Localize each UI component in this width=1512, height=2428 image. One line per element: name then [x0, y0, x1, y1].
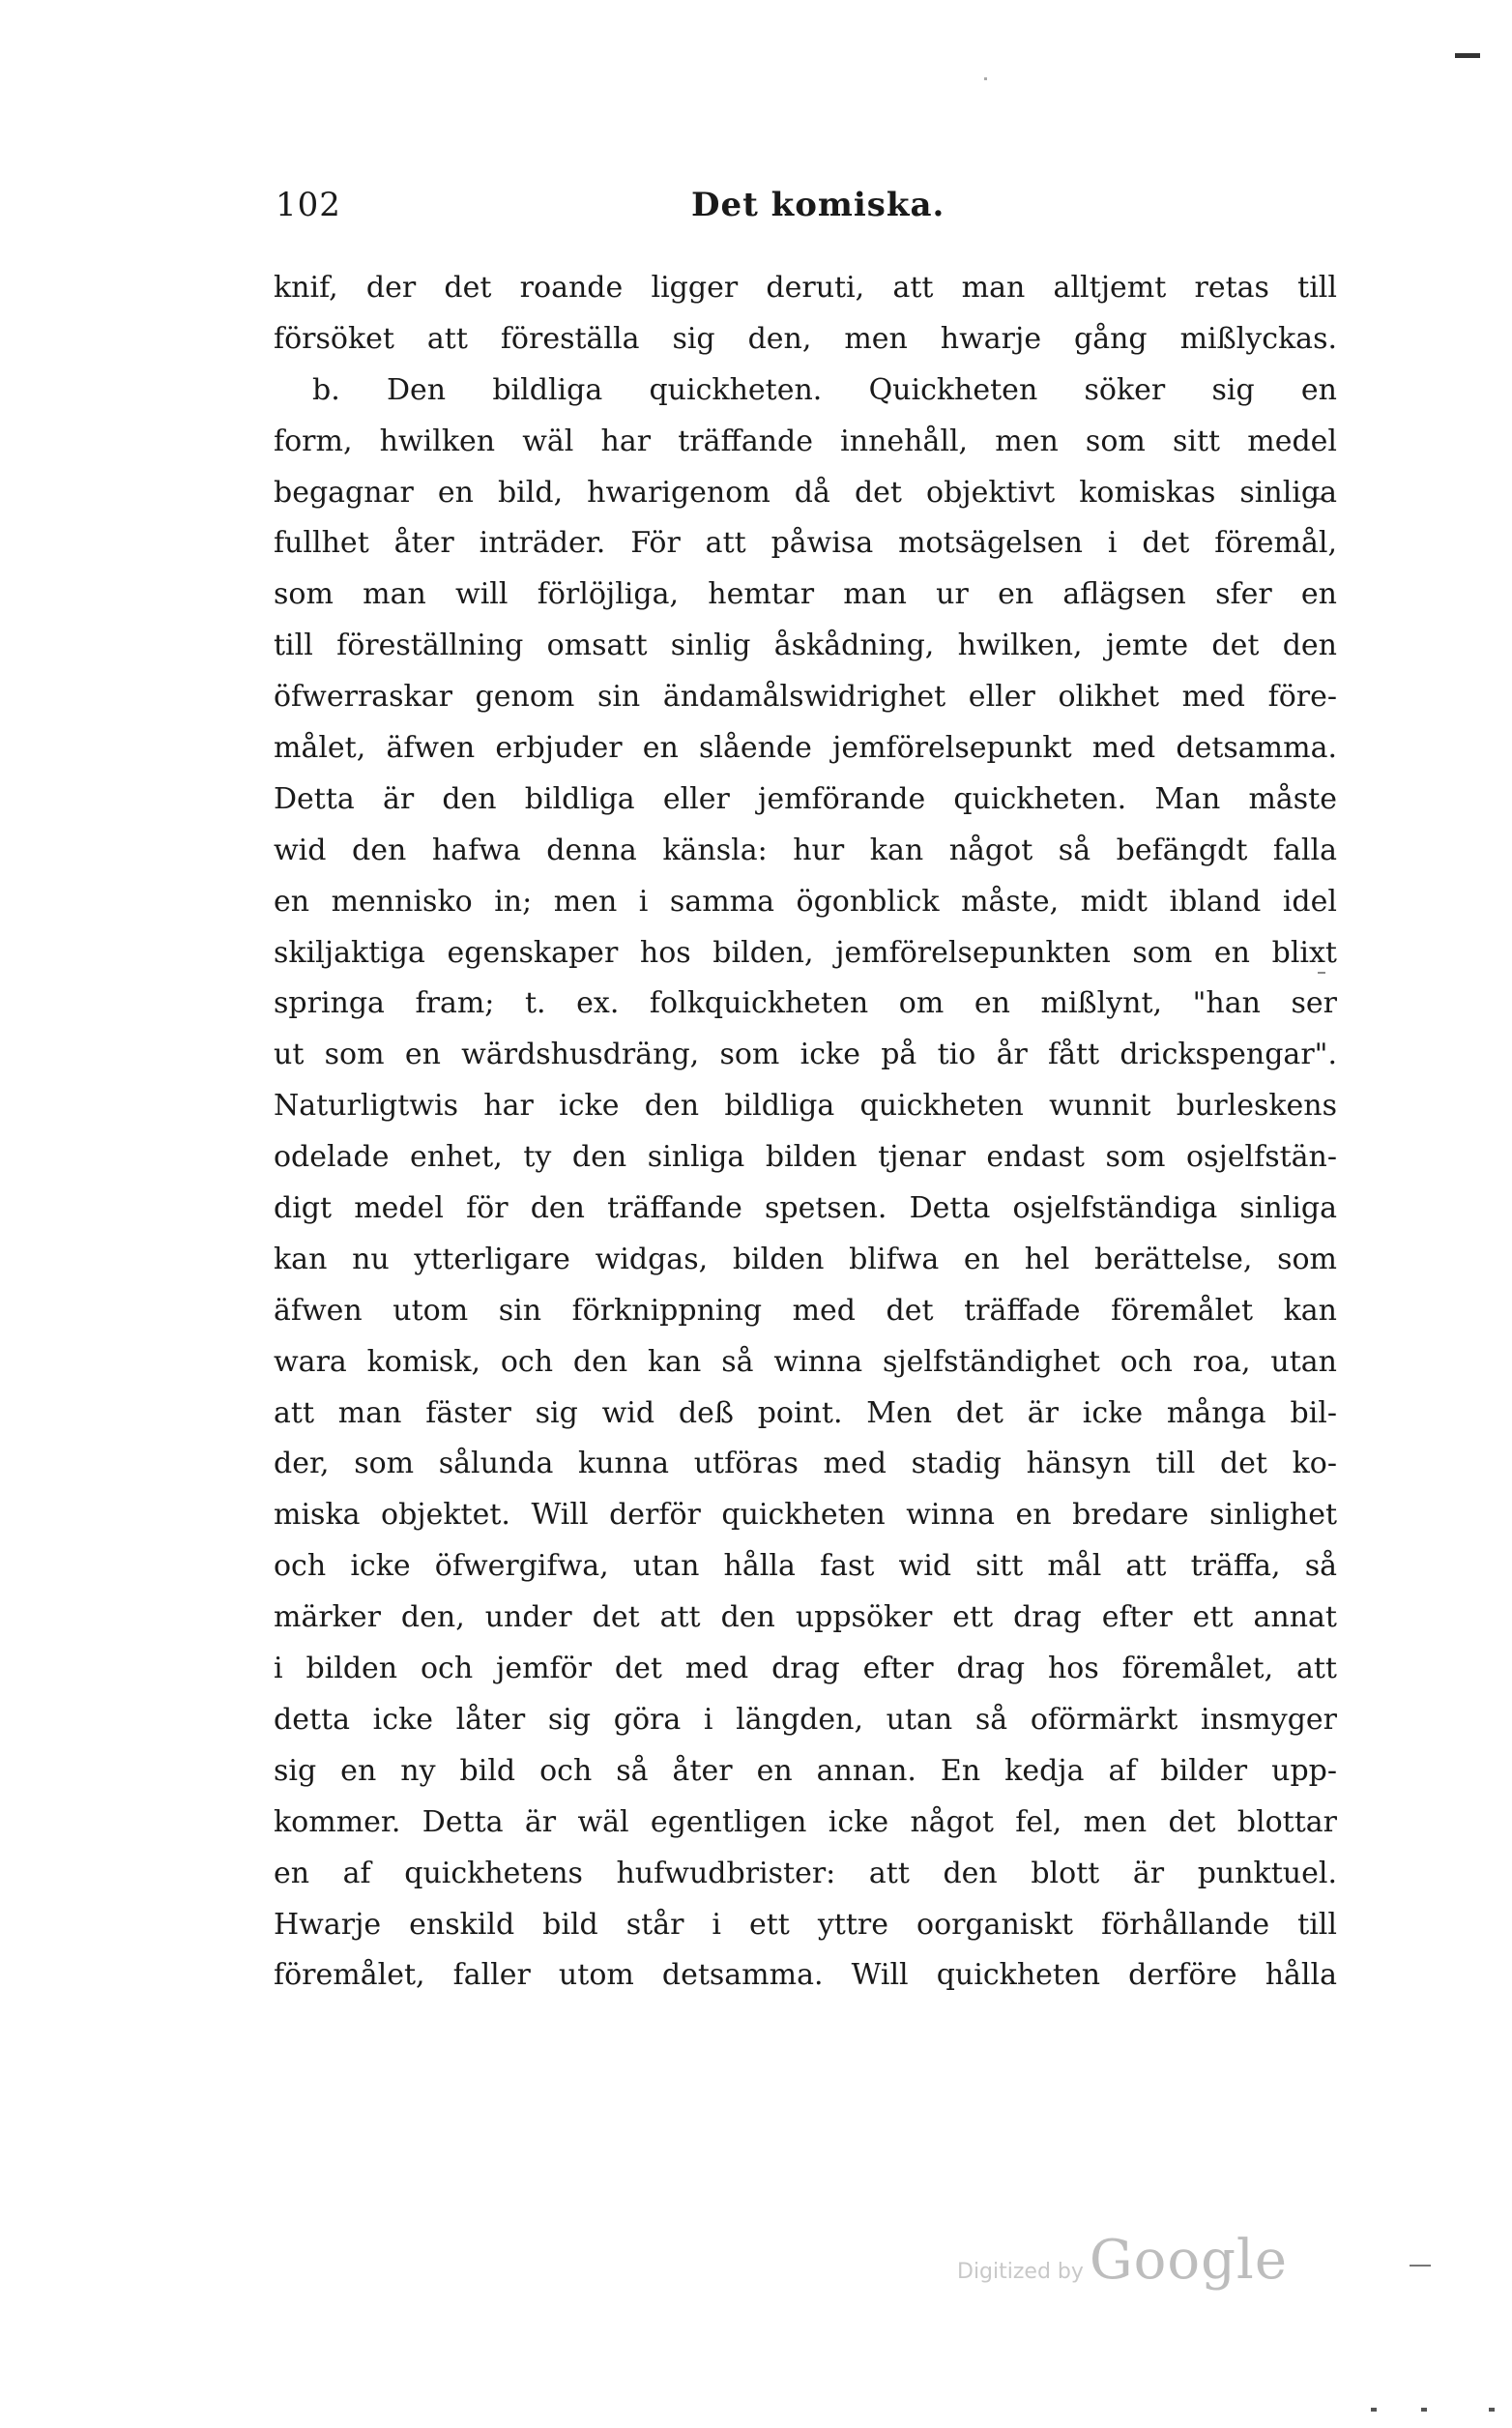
text-line: wara komisk, och den kan så winna sjelfständighet och roa, utan	[274, 1344, 1337, 1379]
paper-speck	[984, 77, 987, 80]
text-line: b. Den bildliga quickheten. Quickheten söker sig en	[312, 372, 1337, 407]
text-line: springa fram; t. ex. folkquickheten om en mißlynt, "han ser	[274, 986, 1337, 1021]
margin-mark	[1455, 53, 1480, 58]
text-line: till föreställning omsatt sinlig åskådning, hwilken, jemte det den	[274, 629, 1337, 663]
text-line: Hwarje enskild bild står i ett yttre oorganiskt förhållande till	[274, 1907, 1337, 1942]
text-line: öfwerraskar genom sin ändamålswidrighet eller olikhet med före-	[274, 680, 1337, 715]
text-line: en af quickhetens hufwudbrister: att den blott är punktuel.	[274, 1856, 1337, 1890]
margin-mark	[1489, 2408, 1495, 2412]
text-line: skiljaktiga egenskaper hos bilden, jemförelsepunkten som en blixt	[274, 935, 1337, 970]
text-line: Naturligtwis har icke den bildliga quickheten wunnit burleskens	[274, 1089, 1337, 1124]
text-line: kommer. Detta är wäl egentligen icke något fel, men det blottar	[274, 1804, 1337, 1839]
text-line: wid den hafwa denna känsla: hur kan något så befängdt falla	[274, 833, 1337, 867]
text-line: sig en ny bild och så åter en annan. En kedja af bilder upp-	[274, 1753, 1337, 1788]
text-line: äfwen utom sin förknippning med det träffade föremålet kan	[274, 1293, 1337, 1328]
margin-mark	[1371, 2408, 1377, 2412]
text-line: i bilden och jemför det med drag efter drag hos föremålet, att	[274, 1652, 1337, 1686]
body-text	[274, 263, 1337, 2002]
digitized-watermark	[957, 2229, 1288, 2296]
text-line: odelade enhet, ty den sinliga bilden tjenar endast som osjelfstän-	[274, 1140, 1337, 1175]
text-line: miska objektet. Will derför quickheten winna en bredare sinlighet	[274, 1498, 1337, 1533]
text-line: form, hwilken wäl har träffande innehåll, men som sitt medel	[274, 424, 1337, 458]
text-line: knif, der det roande ligger deruti, att man alltjemt retas till	[274, 271, 1337, 305]
text-line: ut som en wärdshusdräng, som icke på tio år fått drickspengar".	[274, 1038, 1337, 1072]
text-line: Detta är den bildliga eller jemförande quickheten. Man måste	[274, 781, 1337, 816]
digitized-label: Digitized by	[957, 2260, 1084, 2284]
text-line: fullhet åter inträder. För att påwisa motsägelsen i det föremål,	[274, 526, 1337, 561]
text-line: försöket att föreställa sig den, men hwarje gång mißlyckas.	[274, 321, 1337, 356]
text-line: kan nu ytterligare widgas, bilden blifwa en hel berättelse, som	[274, 1242, 1337, 1276]
margin-mark	[1410, 2265, 1431, 2267]
text-line: som man will förlöjliga, hemtar man ur en aflägsen sfer en	[274, 577, 1337, 612]
google-logo: Google	[1089, 2229, 1288, 2292]
text-line: digt medel för den träffande spetsen. Detta osjelfständiga sinliga	[274, 1191, 1337, 1226]
text-line: målet, äfwen erbjuder en slående jemförelsepunkt med detsamma.	[274, 731, 1337, 766]
text-line: och icke öfwergifwa, utan hålla fast wid sitt mål att träffa, så	[274, 1549, 1337, 1584]
text-line: föremålet, faller utom detsamma. Will quickheten derföre hålla	[274, 1958, 1337, 1993]
text-line: der, som sålunda kunna utföras med stadig hänsyn till det ko-	[274, 1447, 1337, 1481]
text-line: märker den, under det att den uppsöker ett drag efter ett annat	[274, 1600, 1337, 1635]
running-head: Det komiska.	[691, 186, 945, 224]
page-header	[276, 186, 1334, 234]
text-line: att man fäster sig wid deß point. Men det är icke många bil-	[274, 1395, 1337, 1430]
page-number: 102	[276, 186, 341, 224]
text-line: en mennisko in; men i samma ögonblick måste, midt ibland idel	[274, 884, 1337, 919]
text-line: begagnar en bild, hwarigenom då det objektivt komiskas sinliga	[274, 475, 1337, 510]
text-line: detta icke låter sig göra i längden, utan så oförmärkt insmyger	[274, 1702, 1337, 1737]
margin-mark	[1421, 2408, 1427, 2412]
